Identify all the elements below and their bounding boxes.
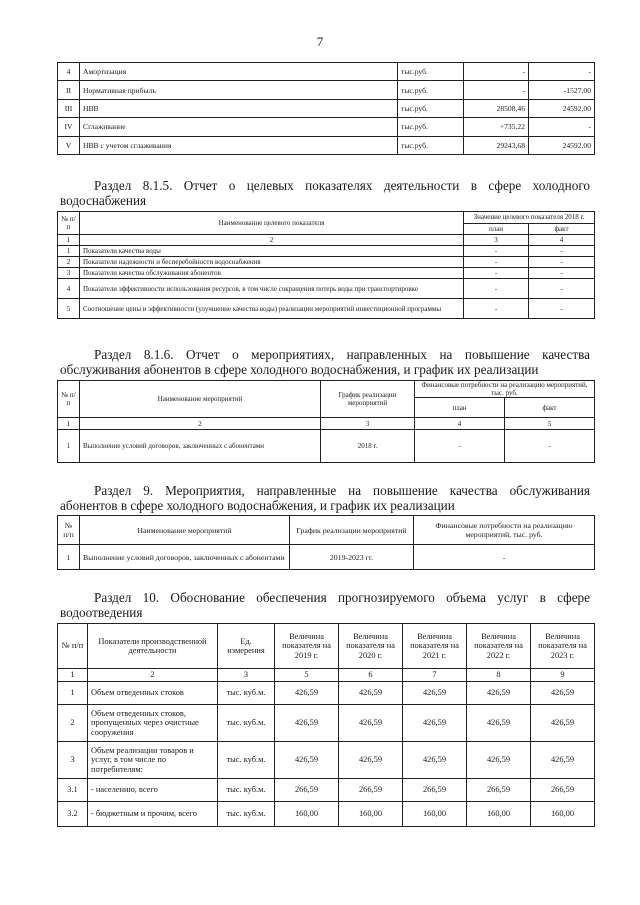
header-2019: Величина показателя на 2019 г. [275,624,339,669]
row-number: V [58,136,80,154]
section-8-1-6-title: Раздел 8.1.6. Отчет о мероприятиях, направленных на повышение качества обслуживания абонентов в сфере холодного водоснабжения, и график их реализации [60,347,590,377]
row-value: 160,00 [339,802,403,827]
row-value: +735,22 [464,118,529,136]
column-number: 5 [275,669,339,682]
row-value: 426,59 [339,705,403,742]
section-8-1-5-title: Раздел 8.1.5. Отчет о целевых показателях деятельности в сфере холодного водоснабжения [60,178,590,208]
row-value: 24592,00 [529,136,595,154]
header-measure-name: Наименование мероприятий [80,381,321,418]
column-number: 2 [80,235,464,246]
row-finance: - [414,545,595,570]
row-value: 426,59 [531,682,595,705]
column-number: 2 [88,669,218,682]
row-name: Нормативная прибыль [80,81,398,99]
row-value: 160,00 [467,802,531,827]
row-name: НВВ [80,99,398,117]
row-value: 426,59 [339,682,403,705]
row-number: 3.2 [58,802,88,827]
row-name: Выполнение условий договоров, заключенных с абонентами [80,430,321,463]
expenses-table [57,62,595,155]
row-fact: - [505,430,595,463]
row-name: Выполнение условий договоров, заключенных с абонентами [80,545,290,570]
row-unit: тыс. куб.м. [218,705,275,742]
header-2020: Величина показателя на 2020 г. [339,624,403,669]
header-fact: факт [505,398,595,418]
row-number: 3.1 [58,779,88,802]
row-number: 3 [58,268,80,279]
column-number: 1 [58,669,88,682]
header-indicator-name: Наименование целевого показателя [80,212,464,235]
column-number: 1 [58,235,80,246]
row-number: 2 [58,705,88,742]
table-row [58,257,595,268]
row-value: 266,59 [531,779,595,802]
row-number: 4 [58,63,80,81]
header-schedule: График реализации мероприятий [290,516,414,545]
column-number: 8 [467,669,531,682]
table-row [58,682,595,705]
row-unit: тыс. куб.м. [218,682,275,705]
row-value: - [529,118,595,136]
row-name: НВВ с учетом сглаживания [80,136,398,154]
row-plan: - [464,299,529,319]
row-number: III [58,99,80,117]
table-row [58,279,595,299]
row-value: 426,59 [403,742,467,779]
column-number: 2 [80,418,321,430]
row-value: 426,59 [275,682,339,705]
header-plan: план [464,223,529,235]
row-unit: тыс.руб. [398,118,464,136]
row-value: 266,59 [403,779,467,802]
row-value: 160,00 [403,802,467,827]
table-row [58,136,595,154]
row-plan: - [464,257,529,268]
row-value: 160,00 [275,802,339,827]
row-plan: - [464,279,529,299]
table-row [58,81,595,99]
row-name: - бюджетным и прочим, всего [88,802,218,827]
table-row [58,545,595,570]
row-value: 266,59 [467,779,531,802]
row-value: 266,59 [339,779,403,802]
row-number: 2 [58,257,80,268]
row-name: Соотношение цены и эффективности (улучшение качества воды) реализации мероприятий инвестиционной программы [80,299,464,319]
wastewater-forecast-table [57,623,595,827]
row-plan: - [464,246,529,257]
column-number: 3 [464,235,529,246]
column-number: 3 [218,669,275,682]
header-schedule: График реализации мероприятий [321,381,415,418]
row-name: Показатели качества обслуживания абонентов [80,268,464,279]
column-number: 3 [321,418,415,430]
row-value: 426,59 [531,705,595,742]
header-num: № п/п [58,624,88,669]
table-row [58,299,595,319]
row-name: Показатели эффективности использования ресурсов, в том числе сокращения потерь воды при транспортировке [80,279,464,299]
table-row [58,742,595,779]
header-indicator-value: Значение целевого показателя 2018 г. [464,212,595,224]
row-value: -1527,00 [529,81,595,99]
row-value: - [464,81,529,99]
column-number: 1 [58,418,80,430]
row-name: Объем реализации товаров и услуг, в том числе по потребителям: [88,742,218,779]
row-fact: - [529,268,595,279]
row-unit: тыс.руб. [398,81,464,99]
section-10-title: Раздел 10. Обоснование обеспечения прогнозируемого объема услуг в сфере водоотведения [60,590,590,620]
row-number: 1 [58,682,88,705]
row-plan: - [415,430,505,463]
column-number: 9 [531,669,595,682]
row-number: IV [58,118,80,136]
header-indicator: Показатели производственной деятельности [88,624,218,669]
row-unit: тыс.руб. [398,136,464,154]
row-name: Показатели качества воды [80,246,464,257]
row-number: 1 [58,545,80,570]
table-row [58,99,595,117]
column-number: 4 [415,418,505,430]
table-row [58,802,595,827]
row-value: - [464,63,529,81]
column-number: 7 [403,669,467,682]
row-number: 3 [58,742,88,779]
row-value: 426,59 [531,742,595,779]
header-finance: Финансовые потребности на реализацию мероприятий, тыс. руб. [414,516,595,545]
row-unit: тыс. куб.м. [218,779,275,802]
row-name: Объем отведенных стоков [88,682,218,705]
header-num: № п/п [58,381,80,418]
section-9-title: Раздел 9. Мероприятия, направленные на повышение качества обслуживания абонентов в сфере холодного водоснабжения, и график их реализации [60,483,590,513]
header-measure-name: Наименование мероприятий [80,516,290,545]
row-unit: тыс.руб. [398,63,464,81]
column-number: 4 [529,235,595,246]
table-row [58,63,595,81]
row-name: Амортизация [80,63,398,81]
page-number: 7 [316,34,324,49]
table-row [58,705,595,742]
row-value: 426,59 [339,742,403,779]
header-finance: Финансовые потребности на реализацию мероприятий, тыс. руб. [415,381,595,398]
row-value: 426,59 [403,682,467,705]
header-num: № п/п [58,212,80,235]
row-value: 426,59 [403,705,467,742]
planned-measures-table [57,515,595,570]
row-value: 426,59 [275,742,339,779]
row-number: 1 [58,430,80,463]
table-row [58,246,595,257]
row-value: 28508,46 [464,99,529,117]
column-number: 5 [505,418,595,430]
row-plan: - [464,268,529,279]
header-num: № п/п [58,516,80,545]
row-value: 426,59 [467,682,531,705]
target-indicators-table [57,211,595,319]
row-value: - [529,63,595,81]
row-unit: тыс.руб. [398,99,464,117]
header-2021: Величина показателя на 2021 г. [403,624,467,669]
table-row [58,118,595,136]
table-row [58,430,595,463]
row-value: 426,59 [275,705,339,742]
row-name: Сглаживание [80,118,398,136]
row-schedule: 2019-2023 гг. [290,545,414,570]
row-number: 5 [58,299,80,319]
row-value: 426,59 [467,705,531,742]
row-name: Показатели надежности и бесперебойности водоснабжения [80,257,464,268]
row-fact: - [529,299,595,319]
row-value: 29243,68 [464,136,529,154]
header-plan: план [415,398,505,418]
row-value: 24592,00 [529,99,595,117]
header-2022: Величина показателя на 2022 г. [467,624,531,669]
header-fact: факт [529,223,595,235]
row-value: 426,59 [467,742,531,779]
row-value: 160,00 [531,802,595,827]
table-row [58,779,595,802]
row-name: Объем отведенных стоков, пропущенных через очистные сооружения [88,705,218,742]
row-value: 266,59 [275,779,339,802]
row-number: 4 [58,279,80,299]
header-unit: Ед. измерения [218,624,275,669]
row-fact: - [529,279,595,299]
measures-report-table [57,380,595,463]
row-unit: тыс. куб.м. [218,742,275,779]
row-number: 1 [58,246,80,257]
row-schedule: 2018 г. [321,430,415,463]
row-fact: - [529,246,595,257]
header-2023: Величина показателя на 2023 г. [531,624,595,669]
row-unit: тыс. куб.м. [218,802,275,827]
row-fact: - [529,257,595,268]
row-name: - населению, всего [88,779,218,802]
column-number: 6 [339,669,403,682]
table-row [58,268,595,279]
row-number: II [58,81,80,99]
